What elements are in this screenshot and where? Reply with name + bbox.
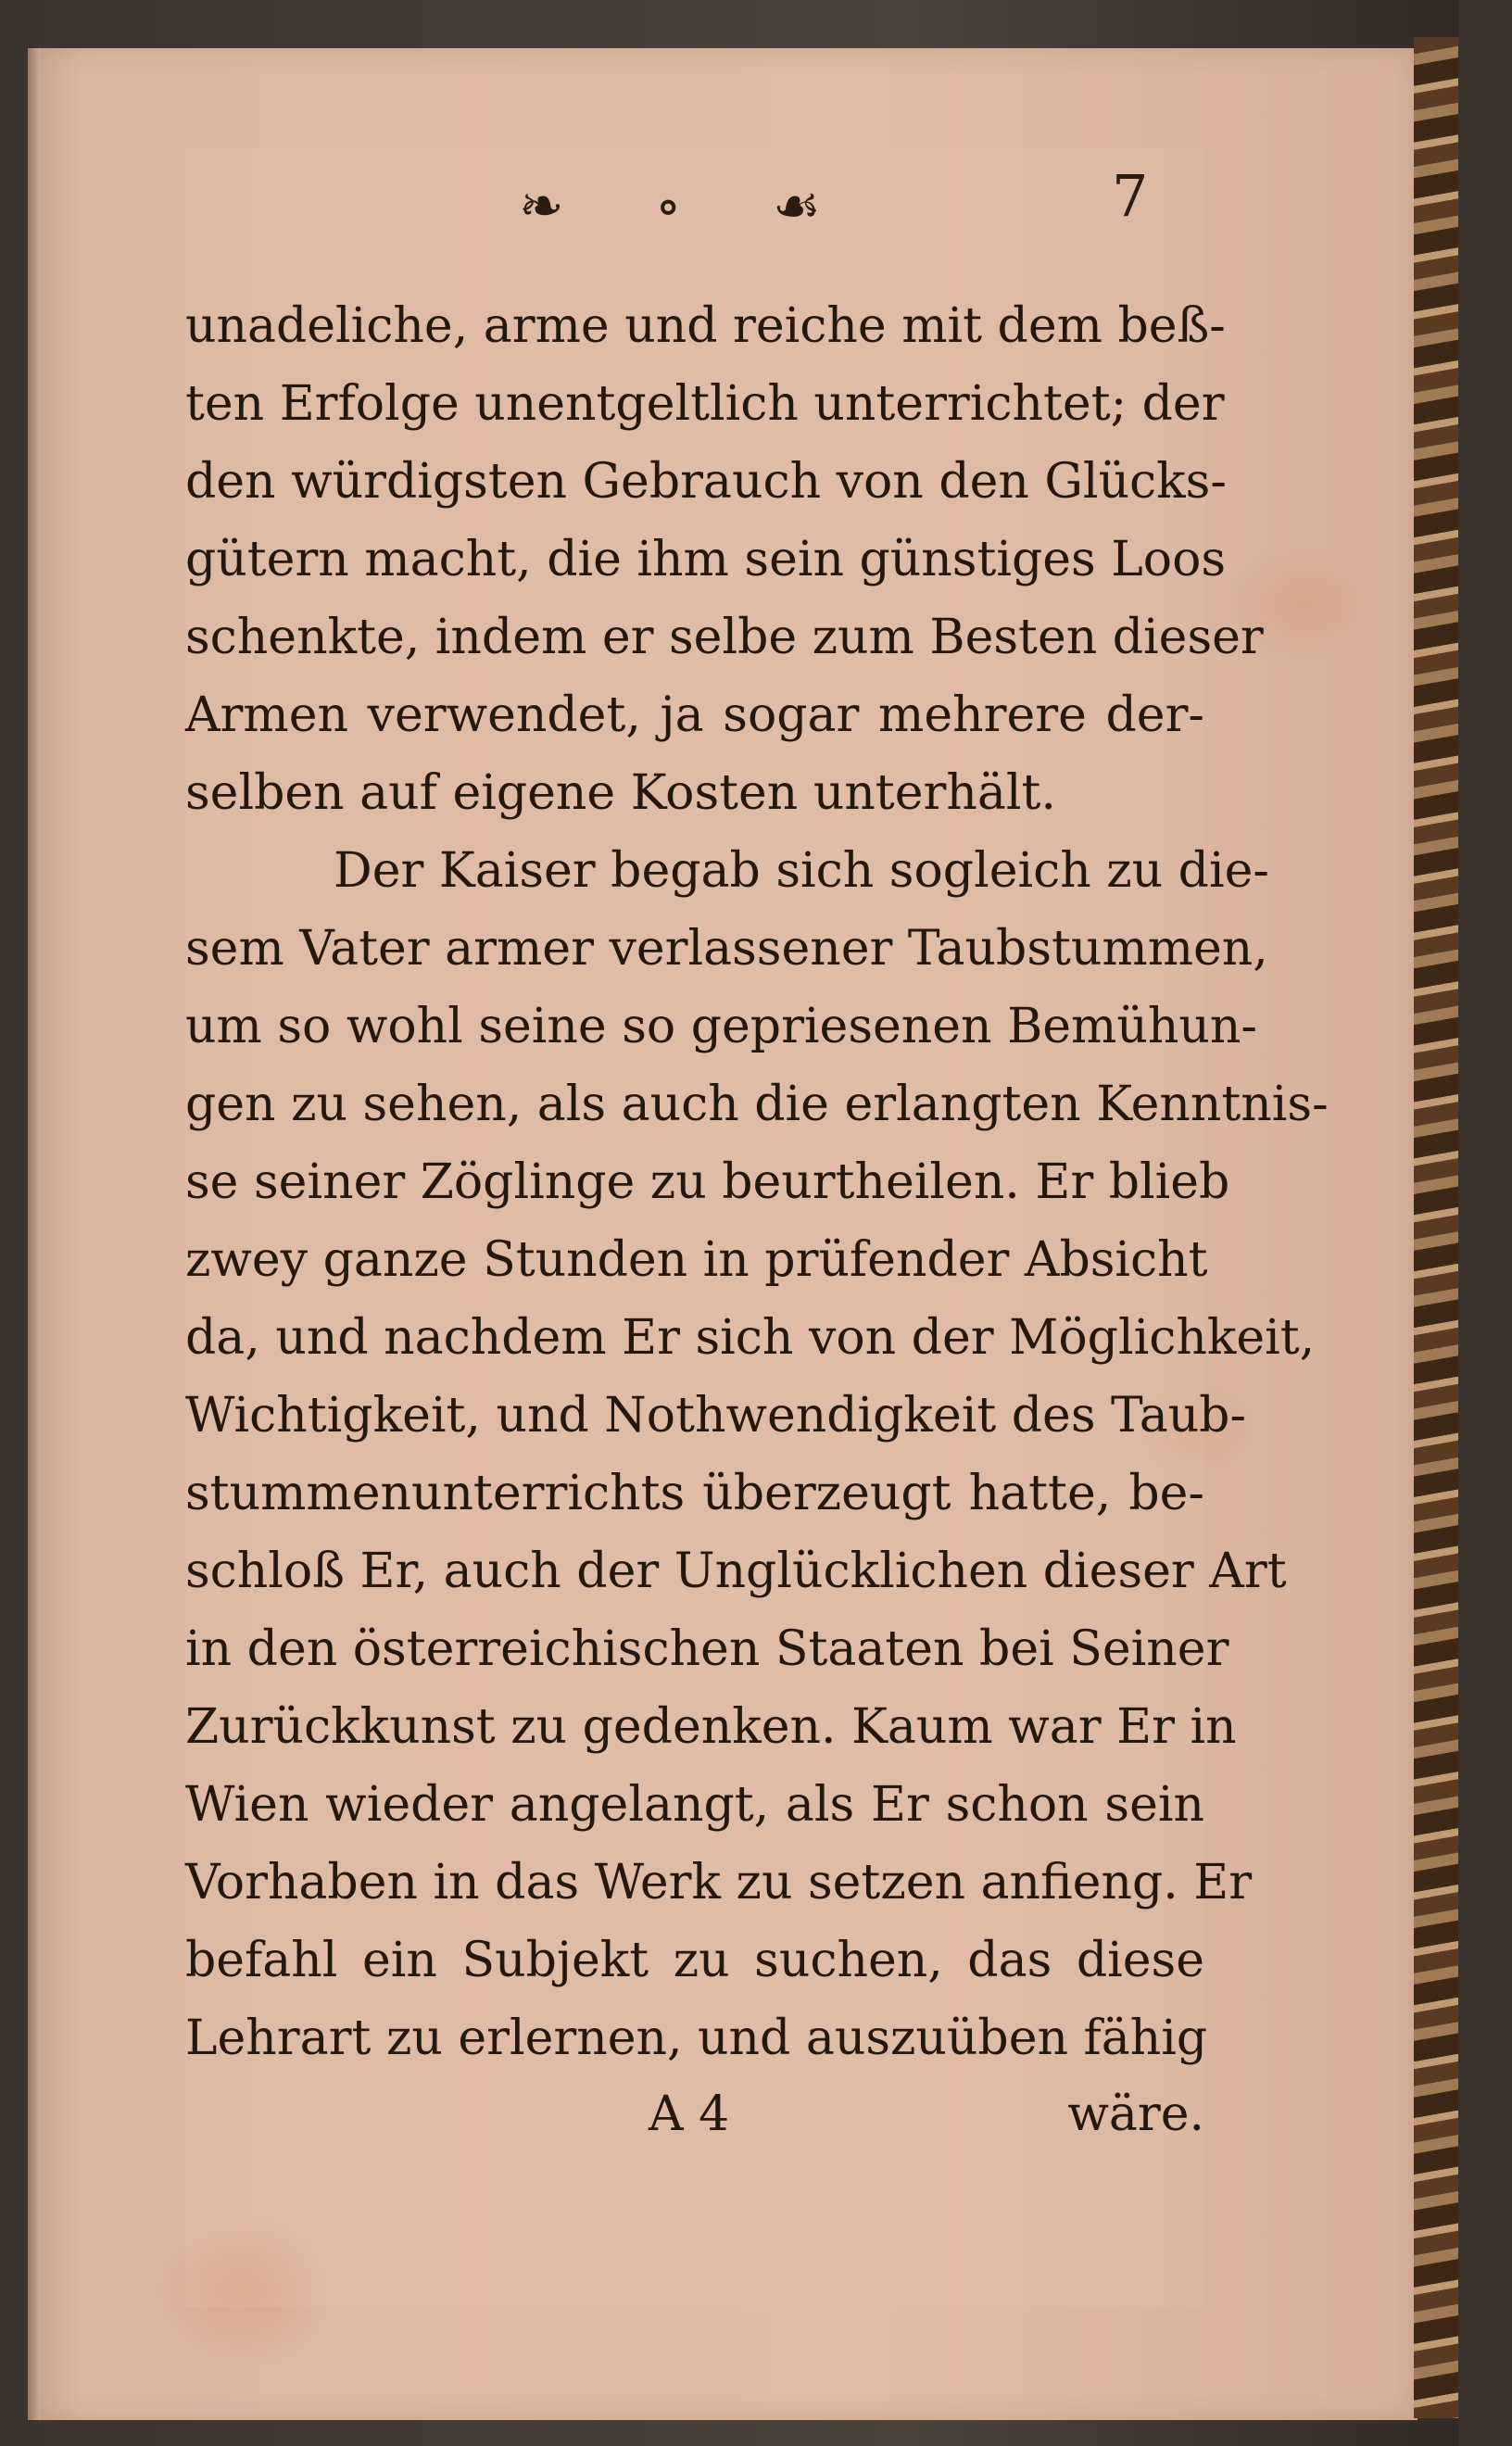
text-line: Armen verwendet, ja sogar mehrere der-: [185, 687, 1204, 743]
text-line: befahl ein Subjekt zu suchen, das diese: [185, 1933, 1204, 1988]
text-line: selben auf eigene Kosten unterhält.: [185, 765, 1056, 821]
text-line: se seiner Zöglinge zu beurtheilen. Er blieb: [185, 1154, 1230, 1210]
page-body: [185, 287, 1329, 2077]
header-ornament: ❧ ∘ ☙: [519, 174, 858, 237]
text-line: stummenunterrichts überzeugt hatte, be-: [185, 1466, 1204, 1521]
book-cover-edge: [1414, 37, 1458, 2418]
text-line: Der Kaiser begab sich sogleich zu die-: [334, 843, 1269, 899]
text-line: Vorhaben in das Werk zu setzen anfieng. Er: [185, 1855, 1253, 1910]
text-line: Wichtigkeit, und Nothwendigkeit des Taub-: [185, 1388, 1247, 1444]
text-line: Lehrart zu erlernen, und auszuüben fähig: [185, 2011, 1208, 2066]
page-number: 7: [1112, 162, 1149, 230]
text-line: unadeliche, arme und reiche mit dem beß-: [185, 298, 1226, 354]
text-line: sem Vater armer verlassener Taubstummen,: [185, 921, 1268, 977]
text-line: Zurückkunst zu gedenken. Kaum war Er in: [185, 1699, 1237, 1755]
text-line: da, und nachdem Er sich von der Möglichkeit,: [185, 1310, 1316, 1366]
text-line: Wien wieder angelangt, als Er schon sein: [185, 1777, 1204, 1833]
text-line: den würdigsten Gebrauch von den Glücks-: [185, 454, 1227, 510]
signature-mark: A 4: [649, 2087, 730, 2142]
text-line: gen zu sehen, als auch die erlangten Kenntnis-: [185, 1077, 1329, 1132]
text-line: um so wohl seine so gepriesenen Bemühun-: [185, 999, 1257, 1054]
text-line: ten Erfolge unentgeltlich unterrichtet; der: [185, 376, 1225, 432]
text-line: zwey ganze Stunden in prüfender Absicht: [185, 1232, 1208, 1288]
text-line: schloß Er, auch der Unglücklichen dieser Art: [185, 1544, 1287, 1599]
page-gutter: [28, 48, 41, 2420]
page-footer: [185, 2075, 1204, 2153]
text-line: schenkte, indem er selbe zum Besten dieser: [185, 610, 1264, 665]
text-line: in den österreichischen Staaten bei Seiner: [185, 1621, 1229, 1677]
scan-border: [1458, 0, 1512, 2446]
text-line: gütern macht, die ihm sein günstiges Loos: [185, 532, 1227, 587]
catchword: wäre.: [1067, 2087, 1204, 2142]
